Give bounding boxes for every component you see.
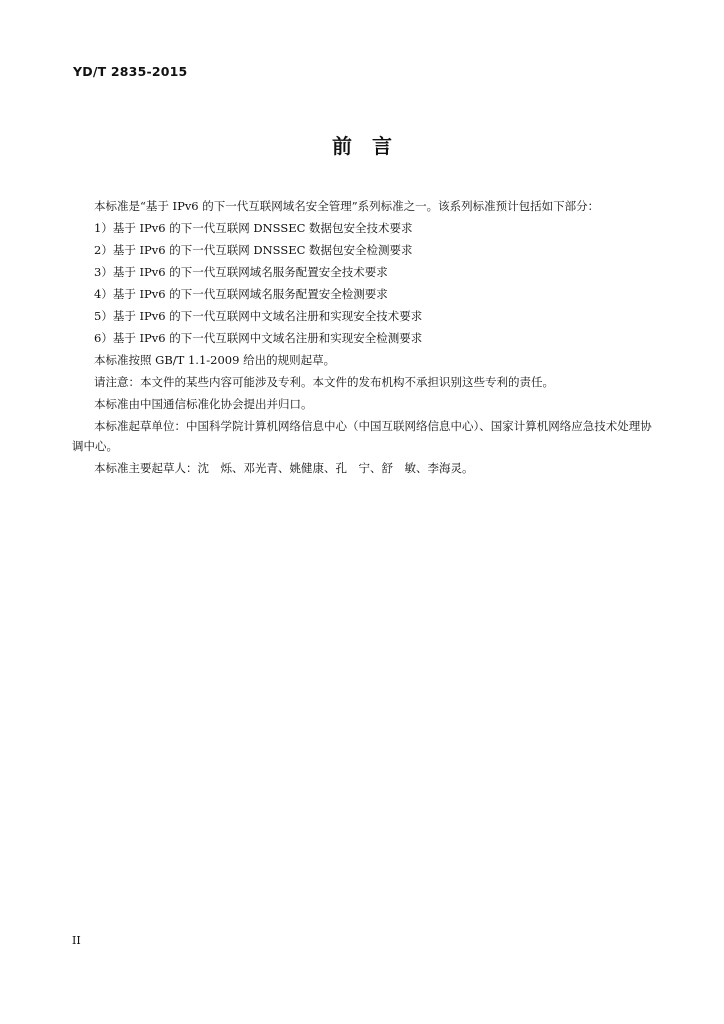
paragraph-drafters: 本标准主要起草人：沈 烁、邓光青、姚健康、孔 宁、舒 敏、李海灵。 bbox=[94, 461, 474, 475]
list-item-3: 3）基于 IPv6 的下一代互联网域名服务配置安全技术要求 bbox=[94, 265, 388, 279]
list-item-6: 6）基于 IPv6 的下一代互联网中文域名注册和实现安全检测要求 bbox=[94, 331, 423, 345]
list-item-2: 2）基于 IPv6 的下一代互联网 DNSSEC 数据包安全检测要求 bbox=[94, 243, 413, 257]
document-number: YD/T 2835-2015 bbox=[73, 64, 188, 79]
list-item-4: 4）基于 IPv6 的下一代互联网域名服务配置安全检测要求 bbox=[94, 287, 388, 301]
page-number: II bbox=[72, 934, 81, 947]
paragraph-drafting-units: 本标准起草单位：中国科学院计算机网络信息中心（中国互联网络信息中心）、国家计算机网络应急技术处理协调中心。 bbox=[72, 419, 652, 453]
list-item-1: 1）基于 IPv6 的下一代互联网 DNSSEC 数据包安全技术要求 bbox=[94, 221, 413, 235]
foreword-body bbox=[72, 195, 662, 479]
paragraph-intro: 本标准是“基于 IPv6 的下一代互联网域名安全管理”系列标准之一。该系列标准预计包括如下部分： bbox=[94, 199, 600, 213]
page-title: 前 言 bbox=[332, 134, 392, 158]
paragraph-patent-notice: 请注意：本文件的某些内容可能涉及专利。本文件的发布机构不承担识别这些专利的责任。 bbox=[94, 375, 554, 389]
paragraph-drafting-rules: 本标准按照 GB/T 1.1-2009 给出的规则起草。 bbox=[94, 353, 336, 367]
paragraph-proposer: 本标准由中国通信标准化协会提出并归口。 bbox=[94, 397, 313, 411]
list-item-5: 5）基于 IPv6 的下一代互联网中文域名注册和实现安全技术要求 bbox=[94, 309, 423, 323]
